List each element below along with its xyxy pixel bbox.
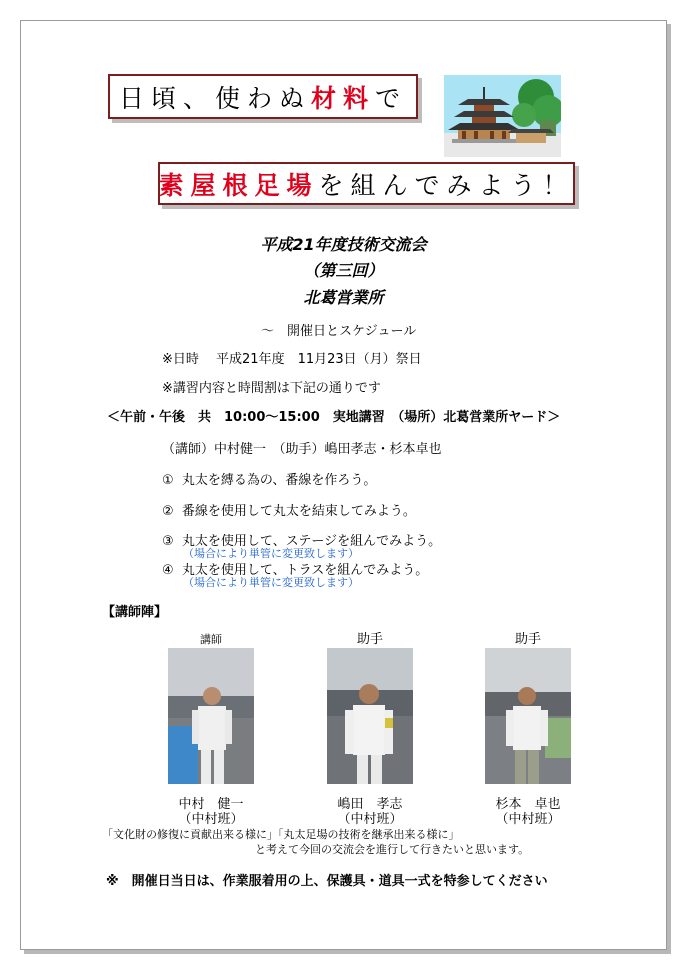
list-item <box>162 500 416 519</box>
instructor-name: 杉本 卓也 <box>495 797 561 812</box>
event-title: 平成21年度技術交流会 <box>260 235 427 254</box>
instructor-photo <box>168 648 254 784</box>
item-text: 丸太を縛る為の、番線を作ろう。 <box>181 473 377 488</box>
banner1-pre: 日頃、使わぬ <box>118 83 311 113</box>
session-line: ＜午前・午後 共 10:00～15:00 実地講習 （場所）北葛営業所ヤード＞ <box>107 410 561 425</box>
item-number: ② <box>162 504 174 519</box>
instructor-team: （中村班） <box>495 812 561 827</box>
instructor-role: 助手 <box>514 632 541 647</box>
instructor-name: 中村 健一 <box>178 797 244 812</box>
item-note: （場合により単管に変更致します） <box>183 576 359 589</box>
item-number: ③ <box>162 534 174 549</box>
instructor-photo <box>485 648 571 784</box>
item-text: 番線を使用して丸太を結束してみよう。 <box>181 504 416 519</box>
instructor-name: 嶋田 孝志 <box>337 797 403 812</box>
list-item <box>162 469 376 488</box>
banner2-red: 素屋根足場 <box>158 170 319 200</box>
banner1-red: 材料 <box>310 83 375 113</box>
schedule-heading: ～ 開催日とスケジュール <box>261 324 417 339</box>
instructor-team: （中村班） <box>178 812 244 827</box>
content-line: ※講習内容と時間割は下記の通りです <box>162 381 381 396</box>
date-line: ※日時 平成21年度 11月23日（月）祭日 <box>162 352 422 367</box>
item-note: （場合により単管に変更致します） <box>183 547 359 560</box>
pagoda-illustration <box>444 75 561 157</box>
banner1-post: で <box>375 83 408 113</box>
item-text: 丸太を使用して、トラスを組んでみよう。 <box>181 563 429 578</box>
headline-banner-1 <box>108 74 418 119</box>
banner2-post: を組んでみよう！ <box>318 170 575 200</box>
headline-banner-2 <box>158 162 575 205</box>
instructor-photo <box>327 648 413 784</box>
item-number: ④ <box>162 563 174 578</box>
flyer-page <box>20 20 667 950</box>
message-line-2: と考えて今回の交流会を進行して行きたいと思います。 <box>255 843 530 856</box>
instructor-role: 助手 <box>356 632 383 647</box>
instructors-heading: 【講師陣】 <box>102 605 168 620</box>
footer-note: ※ 開催日当日は、作業服着用の上、保護具・道具一式を特参してください <box>106 874 548 889</box>
branch-name: 北葛営業所 <box>303 288 384 307</box>
staff-line: （講師）中村健一 （助手）嶋田孝志・杉本卓也 <box>162 442 442 457</box>
message-line-1: 「文化財の修復に貢献出来る様に」「丸太足場の技術を継承出来る様に」 <box>102 828 460 841</box>
instructor-role: 講師 <box>200 633 222 646</box>
item-text: 丸太を使用して、ステージを組んでみよう。 <box>181 534 442 549</box>
instructor-team: （中村班） <box>337 812 403 827</box>
event-subtitle: （第三回） <box>303 261 384 280</box>
item-number: ① <box>162 473 174 488</box>
